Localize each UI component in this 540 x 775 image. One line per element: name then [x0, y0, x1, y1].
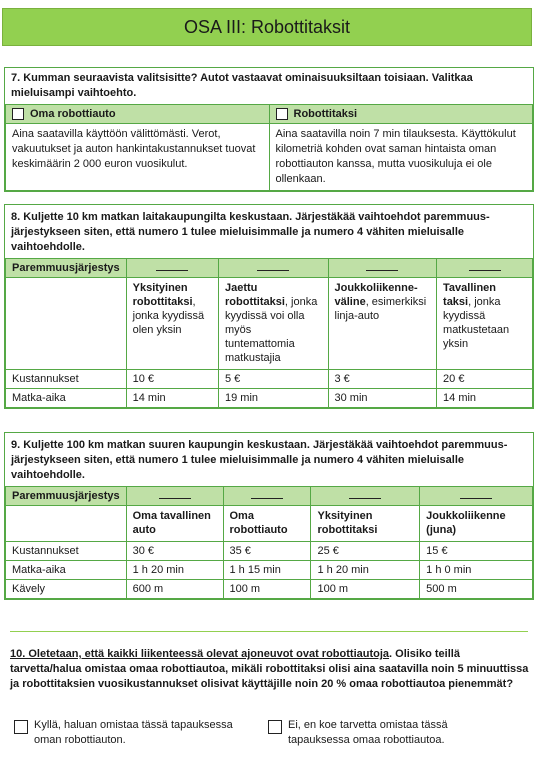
- q9-row-label: Matka-aika: [6, 561, 127, 580]
- q7-option-2-desc: Aina saatavilla noin 7 min tilauksesta. Käyttökulut kilometriä kohden ovat saman hintaista oman robottiauton kanssa, mutta vuosikuluja ei ole ollenkaan.: [269, 124, 533, 191]
- q9-cell: 1 h 20 min: [311, 561, 420, 580]
- q10-question-prefix: 10. Oletetaan, että kaikki liikenteessä olevat ajoneuvot ovat robottiautoja: [10, 648, 390, 660]
- question-9: [4, 432, 534, 600]
- q9-rank-3[interactable]: [311, 487, 420, 506]
- q8-option-2: Jaettu robottitaksi, jonka kyydissä voi olla myös tuntemattomia matkustajia: [219, 278, 329, 370]
- q8-cell: 20 €: [437, 370, 533, 389]
- q9-row-label: Kävely: [6, 580, 127, 599]
- q8-cell: 14 min: [437, 389, 533, 408]
- q8-table: [5, 258, 533, 408]
- q10-question: [10, 647, 530, 692]
- q8-rank-1[interactable]: [126, 259, 218, 278]
- q8-cell: 14 min: [126, 389, 218, 408]
- q10-no-label: Ei, en koe tarvetta omistaa tässä tapauksessa omaa robottiautoa.: [288, 719, 448, 746]
- q8-option-4: Tavallinen taksi, jonka kyydissä matkustetaan yksin: [437, 278, 533, 370]
- q9-cell: 1 h 20 min: [126, 561, 223, 580]
- q9-question: 9. Kuljette 100 km matkan suuren kaupungin keskustaan. Järjestäkää vaihtoehdot paremmuus-järjestykseen siten, että numero 1 tulee mieluisimmalle ja numero 4 vähiten mieluisalle vaihtoehdolle.: [11, 439, 508, 481]
- q7-option-2: [269, 105, 533, 124]
- q7-table: [5, 104, 533, 191]
- q8-rank-2[interactable]: [219, 259, 329, 278]
- q8-option-1: Yksityinen robottitaksi, jonka kyydissä olen yksin: [126, 278, 218, 370]
- q8-rank-4[interactable]: [437, 259, 533, 278]
- q8-cell: 10 €: [126, 370, 218, 389]
- q7-question: 7. Kumman seuraavista valitsisitte? Autot vastaavat ominaisuuksiltaan toisiaan. Valitkaa mieluisampi vaihtoehto.: [11, 72, 473, 99]
- q10-yes-label: Kyllä, haluan omistaa tässä tapauksessa oman robottiauton.: [34, 719, 233, 746]
- q7-option-1: [6, 105, 270, 124]
- q9-option-3: Yksityinen robottitaksi: [311, 506, 420, 542]
- q8-row-label: Matka-aika: [6, 389, 127, 408]
- q10-no-checkbox[interactable]: [268, 720, 282, 734]
- q9-rank-1[interactable]: [126, 487, 223, 506]
- q8-rank-3[interactable]: [328, 259, 437, 278]
- q9-option-4: Joukkoliikenne (juna): [420, 506, 533, 542]
- q7-option-2-checkbox[interactable]: [276, 108, 288, 120]
- question-8: [4, 204, 534, 409]
- q8-cell: 19 min: [219, 389, 329, 408]
- q9-cell: 25 €: [311, 542, 420, 561]
- q8-question: 8. Kuljette 10 km matkan laitakaupungilta keskustaan. Järjestäkää vaihtoehdot paremmuus-järjestykseen siten, että numero 1 tulee mieluisimmalle ja numero 4 vähiten mieluisalle vaihtoehdolle.: [11, 211, 490, 253]
- q9-table: [5, 486, 533, 599]
- q9-option-2: Oma robottiauto: [223, 506, 311, 542]
- q10-option-no[interactable]: [268, 718, 498, 748]
- q9-cell: 500 m: [420, 580, 533, 599]
- q9-cell: 600 m: [126, 580, 223, 599]
- q8-cell: 5 €: [219, 370, 329, 389]
- question-7: [4, 67, 534, 192]
- q8-cell: 3 €: [328, 370, 437, 389]
- q8-option-3: Joukkoliikenne-väline, esimerkiksi linja-auto: [328, 278, 437, 370]
- q9-cell: 15 €: [420, 542, 533, 561]
- q10-yes-checkbox[interactable]: [14, 720, 28, 734]
- q7-option-2-label: Robottitaksi: [293, 108, 358, 120]
- q7-option-1-label: Oma robottiauto: [30, 108, 116, 120]
- q9-cell: 30 €: [126, 542, 223, 561]
- q9-rank-4[interactable]: [420, 487, 533, 506]
- section-title-banner: [2, 8, 532, 46]
- q8-rank-header: Paremmuusjärjestys: [6, 259, 127, 278]
- q7-option-1-checkbox[interactable]: [12, 108, 24, 120]
- q10-option-yes[interactable]: [14, 718, 244, 748]
- q9-cell: 35 €: [223, 542, 311, 561]
- divider: [10, 631, 528, 632]
- q9-cell: 1 h 0 min: [420, 561, 533, 580]
- q8-row-label: Kustannukset: [6, 370, 127, 389]
- q9-cell: 1 h 15 min: [223, 561, 311, 580]
- q9-cell: 100 m: [311, 580, 420, 599]
- q9-option-1: Oma tavallinen auto: [126, 506, 223, 542]
- q9-row-label: Kustannukset: [6, 542, 127, 561]
- section-title: OSA III: Robottitaksit: [183, 16, 351, 37]
- q8-cell: 30 min: [328, 389, 437, 408]
- q7-option-1-desc: Aina saatavilla käyttöön välittömästi. Verot, vakuutukset ja auton hankintakustannukset tuovat keskimäärin 2 000 euron vuosikulut.: [6, 124, 270, 191]
- q9-rank-2[interactable]: [223, 487, 311, 506]
- q9-cell: 100 m: [223, 580, 311, 599]
- q9-rank-header: Paremmuusjärjestys: [6, 487, 127, 506]
- q10-question-suffix: . Olisiko teillä tarvetta/halua omistaa omaa robottiautoa, mikäli robottitaksi olisi aina saatavilla noin 5 minuuttissa ja robottitaksien vuosikustannukset olisivat käyttäjille noin 20 % omaa robottiautoa pienemmät?: [10, 648, 529, 690]
